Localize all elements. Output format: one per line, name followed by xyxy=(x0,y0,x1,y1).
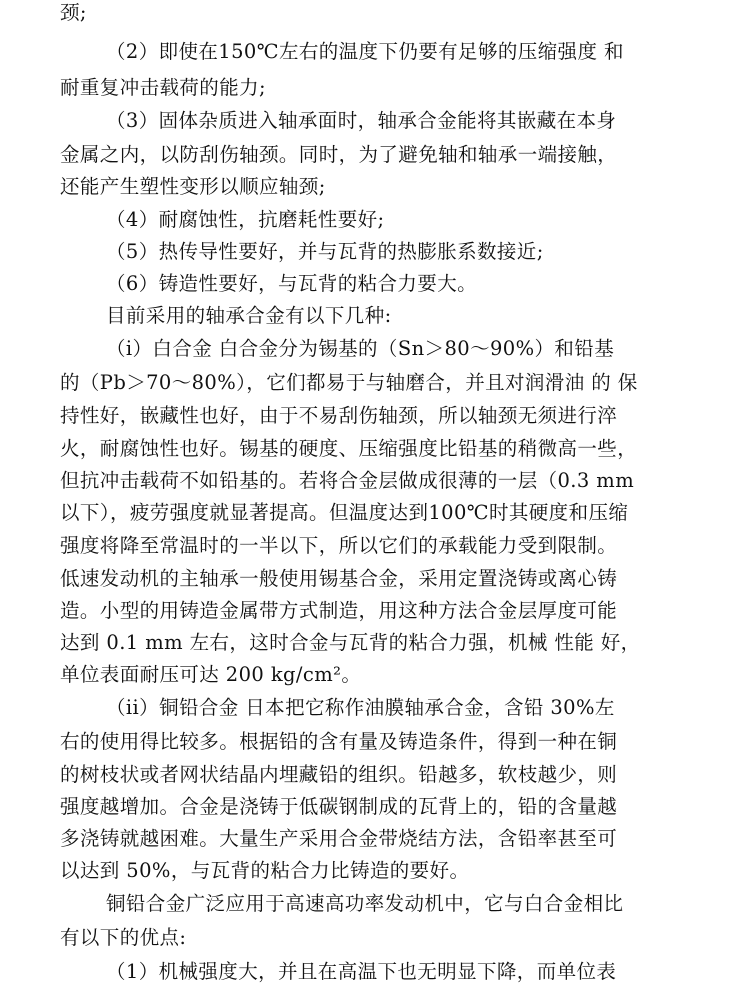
text-line: 低速发动机的主轴承一般使用锡基合金，采用定置浇铸或离心铸 xyxy=(60,567,618,590)
text-line: 目前采用的轴承合金有以下几种: xyxy=(106,304,392,327)
text-line: 耐重复冲击载荷的能力; xyxy=(60,76,266,99)
text-line: 强度将降至常温时的一半以下，所以它们的承载能力受到限制。 xyxy=(60,534,618,557)
text-line: 造。小型的用铸造金属带方式制造，用这种方法合金层厚度可能 xyxy=(60,599,618,622)
text-line: （ii）铜铅合金 日本把它称作油膜轴承合金，含铅 30%左 xyxy=(106,696,615,719)
text-line: 单位表面耐压可达 200 kg/cm²。 xyxy=(60,663,362,686)
text-line: 有以下的优点: xyxy=(60,926,187,949)
text-line: （3）固体杂质进入轴承面时，轴承合金能将其嵌藏在本身 xyxy=(106,109,617,132)
text-line: 以下），疲劳强度就显著提高。但温度达到100℃时其硬度和压缩 xyxy=(60,501,629,524)
text-line: 右的使用得比较多。根据铅的含有量及铸造条件，得到一种在铜 xyxy=(60,730,618,753)
text-line: 强度越增加。合金是浇铸于低碳钢制成的瓦背上的，铅的含量越 xyxy=(60,795,618,818)
text-line: 颈; xyxy=(60,1,87,24)
text-line: 火，耐腐蚀性也好。锡基的硬度、压缩强度比铅基的稍微高一些， xyxy=(60,437,638,460)
text-line: 但抗冲击载荷不如铅基的。若将合金层做成很薄的一层（0.3 mm xyxy=(60,469,635,492)
text-line: 以达到 50%，与瓦背的粘合力比铸造的要好。 xyxy=(60,859,470,882)
text-line: （2）即使在150℃左右的温度下仍要有足够的压缩强度 和 xyxy=(106,40,624,63)
text-line: （1）机械强度大，并且在高温下也无明显下降，而单位表 xyxy=(106,960,617,983)
text-line: （4）耐腐蚀性，抗磨耗性要好; xyxy=(106,208,385,231)
text-line: 达到 0.1 mm 左右，这时合金与瓦背的粘合力强，机械 性能 好， xyxy=(60,631,641,654)
text-line: （6）铸造性要好，与瓦背的粘合力要大。 xyxy=(106,272,478,295)
text-line: 铜铅合金广泛应用于高速高功率发动机中，它与白合金相比 xyxy=(106,892,624,915)
text-line: （i）白合金 白合金分为锡基的（Sn＞80～90%）和铅基 xyxy=(106,337,615,360)
text-line: （5）热传导性要好，并与瓦背的热膨胀系数接近; xyxy=(106,240,544,263)
text-line: 多浇铸就越困难。大量生产采用合金带烧结方法，含铅率甚至可 xyxy=(60,827,618,850)
text-line: 还能产生塑性变形以顺应轴颈; xyxy=(60,175,326,198)
text-line: 的树枝状或者网状结晶内埋藏铅的组织。铅越多，软枝越少，则 xyxy=(60,763,618,786)
text-line: 的（Pb＞70～80%），它们都易于与轴磨合，并且对润滑油 的 保 xyxy=(60,371,638,394)
text-line: 持性好，嵌藏性也好，由于不易刮伤轴颈，所以轴颈无须进行淬 xyxy=(60,404,618,427)
text-line: 金属之内，以防刮伤轴颈。同时，为了避免轴和轴承一端接触， xyxy=(60,143,618,166)
